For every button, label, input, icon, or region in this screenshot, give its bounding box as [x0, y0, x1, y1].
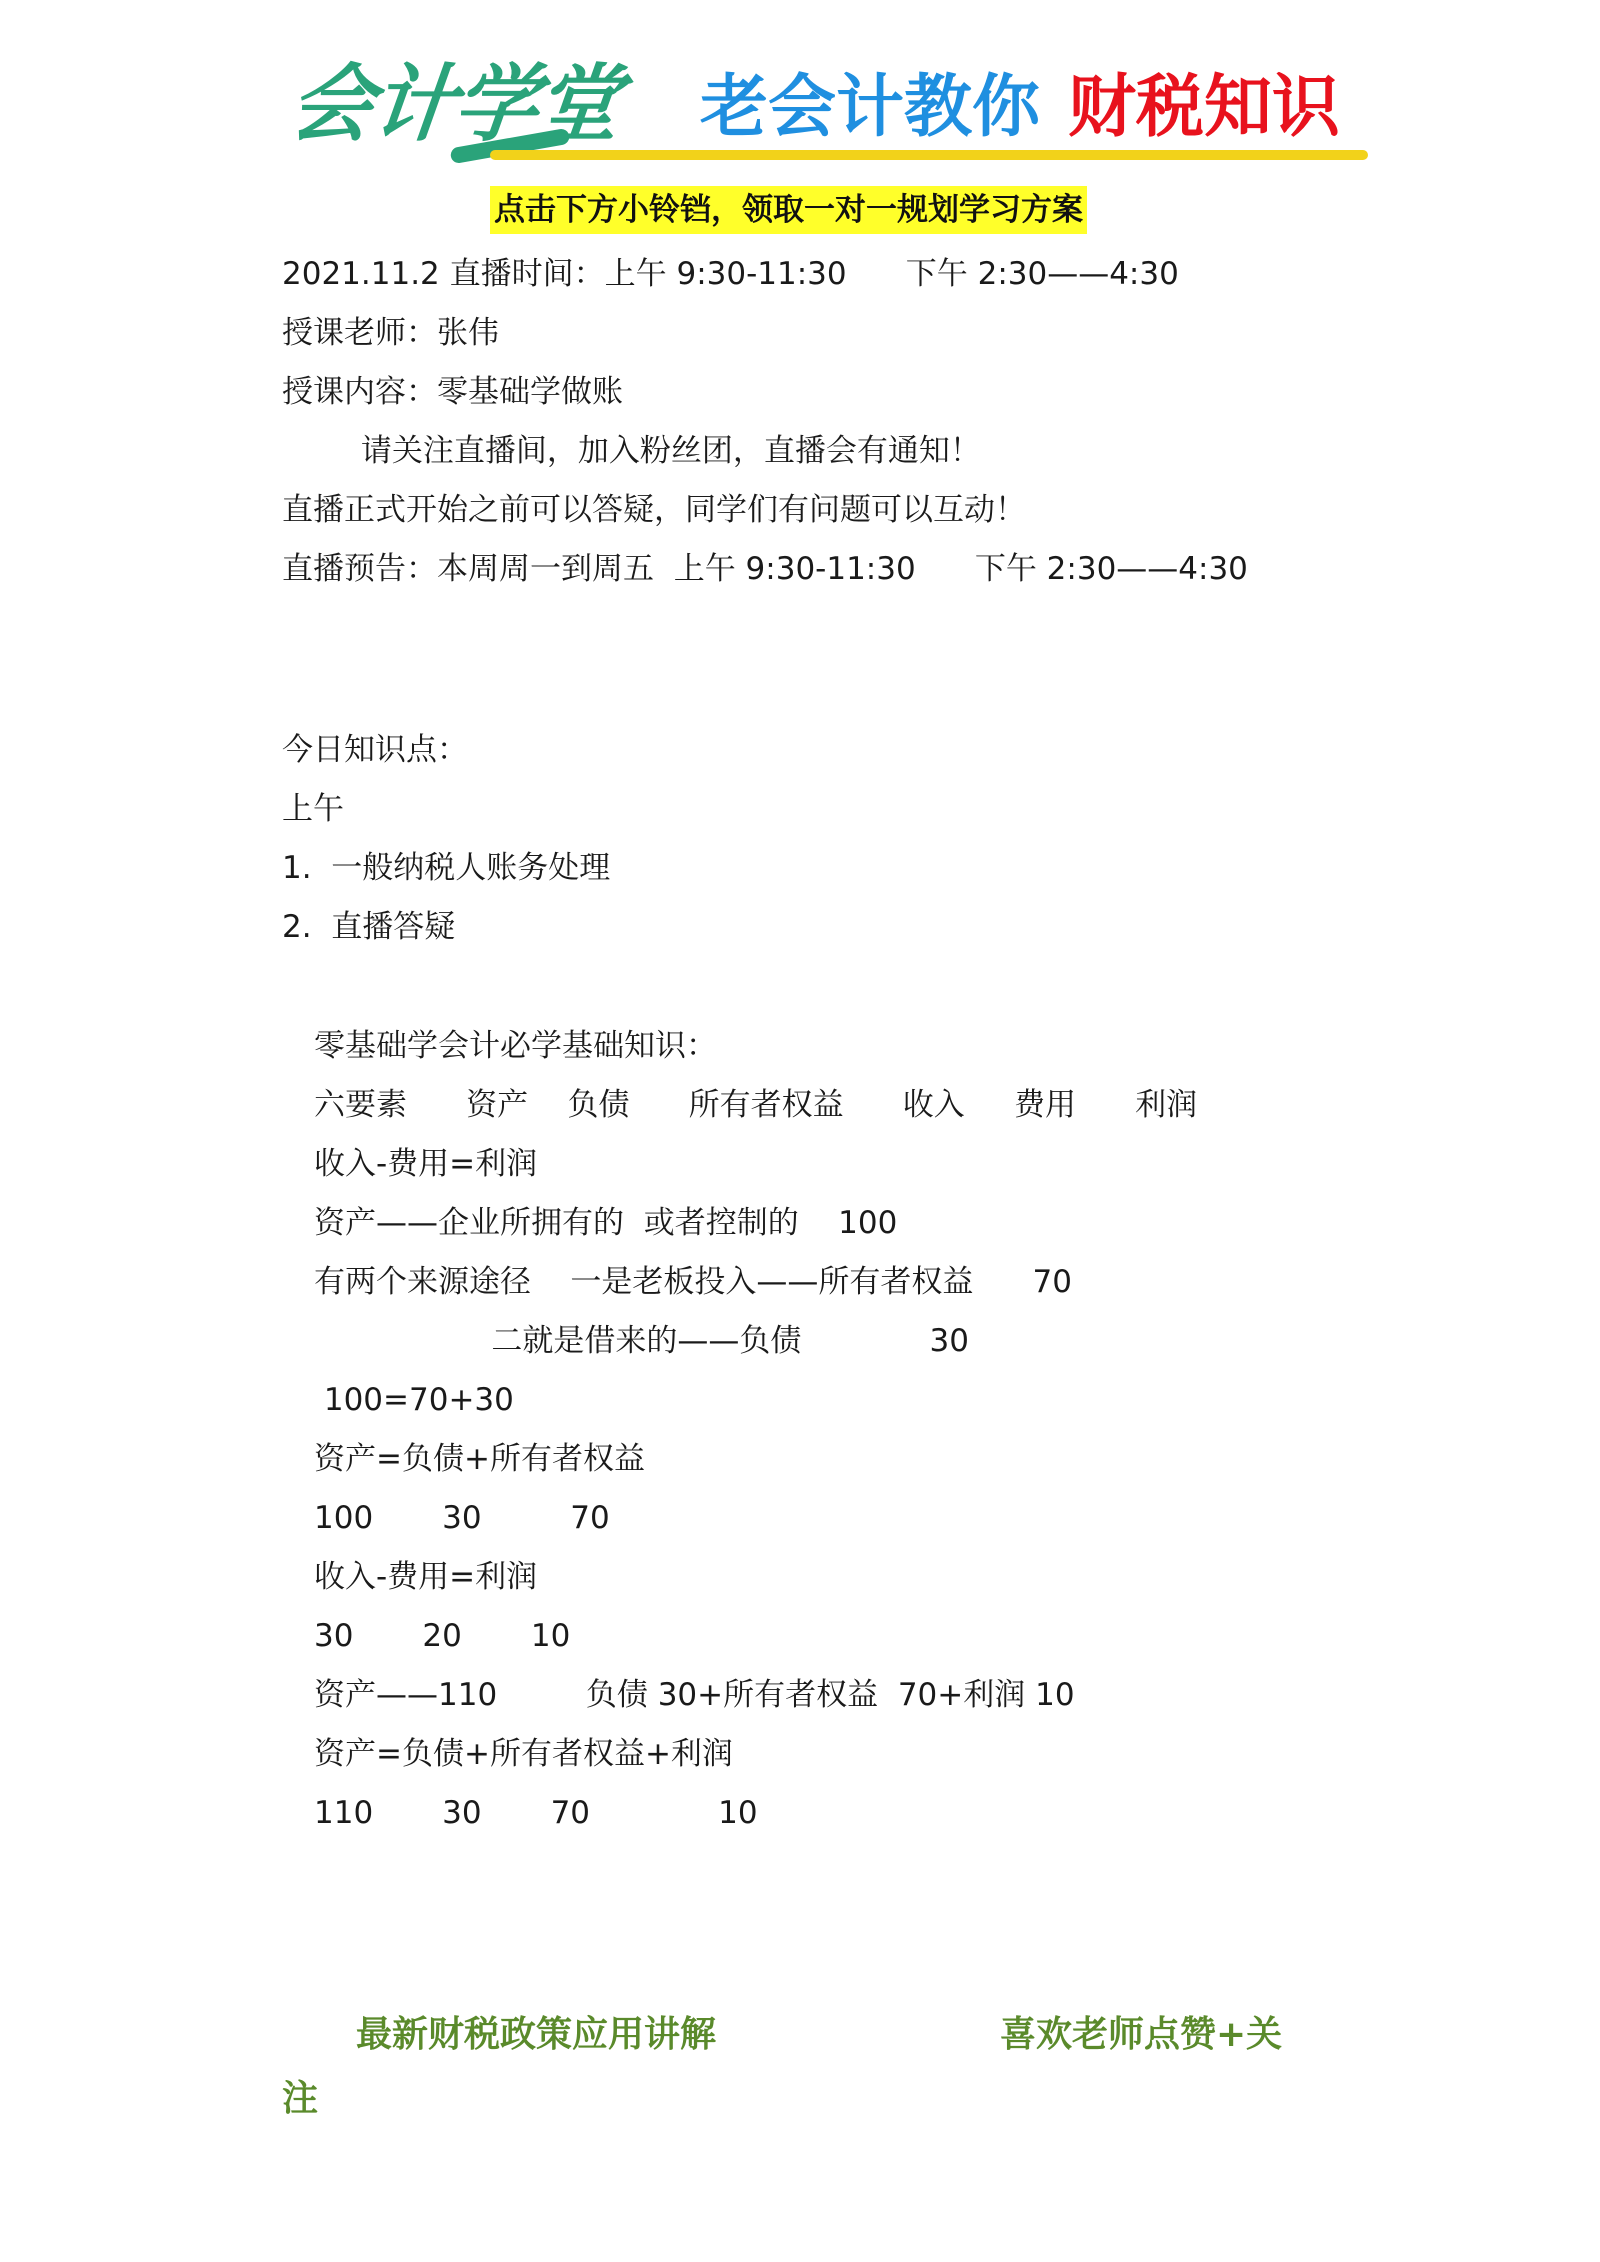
slogan-red: 财税知识	[1068, 68, 1341, 147]
knowledge-item: 1. 一般纳税人账务处理	[282, 850, 611, 886]
basics-line: 二就是借来的——负债 30	[314, 1323, 969, 1359]
basics-line: 资产=负债+所有者权益	[314, 1441, 645, 1477]
schedule-line: 2021.11.2 直播时间：上午 9:30-11:30 下午 2:30——4:30	[282, 256, 1179, 292]
basics-line: 六要素 资产 负债 所有者权益 收入 费用 利润	[314, 1087, 1198, 1123]
header-banner	[284, 54, 1370, 174]
basics-line: 有两个来源途径 一是老板投入——所有者权益 70	[314, 1264, 1072, 1300]
teacher-line: 授课老师：张伟	[282, 315, 499, 351]
basics-line: 30 20 10	[314, 1618, 571, 1654]
knowledge-item: 2. 直播答疑	[282, 909, 456, 945]
basics-line: 零基础学会计必学基础知识：	[314, 1028, 717, 1064]
basics-line: 收入-费用=利润	[314, 1146, 538, 1182]
brand-logo-text: 会计学堂	[284, 55, 624, 153]
basics-line: 100=70+30	[314, 1382, 514, 1418]
session-label: 上午	[282, 791, 344, 827]
basics-line: 110 30 70 10	[314, 1795, 758, 1831]
banner-underline	[490, 150, 1368, 160]
footer-right: 喜欢老师点赞+关	[1000, 2014, 1283, 2055]
basics-line: 100 30 70	[314, 1500, 610, 1536]
slogan-blue: 老会计教你	[700, 68, 1041, 147]
content-line: 授课内容：零基础学做账	[282, 374, 623, 410]
follow-line: 请关注直播间，加入粉丝团，直播会有通知！	[282, 433, 981, 469]
notice-highlight: 点击下方小铃铛，领取一对一规划学习方案	[490, 186, 1087, 234]
knowledge-title: 今日知识点：	[282, 732, 468, 768]
footer-left: 最新财税政策应用讲解	[356, 2014, 717, 2055]
footer-wrap: 注	[282, 2078, 319, 2119]
basics-line: 资产=负债+所有者权益+利润	[314, 1736, 733, 1772]
qa-line: 直播正式开始之前可以答疑，同学们有问题可以互动！	[282, 492, 1026, 528]
preview-line: 直播预告：本周周一到周五 上午 9:30-11:30 下午 2:30——4:30	[282, 551, 1248, 587]
basics-line: 资产——企业所拥有的 或者控制的 100	[314, 1205, 898, 1241]
basics-line: 收入-费用=利润	[314, 1559, 538, 1595]
basics-line: 资产——110 负债 30+所有者权益 70+利润 10	[314, 1677, 1075, 1713]
